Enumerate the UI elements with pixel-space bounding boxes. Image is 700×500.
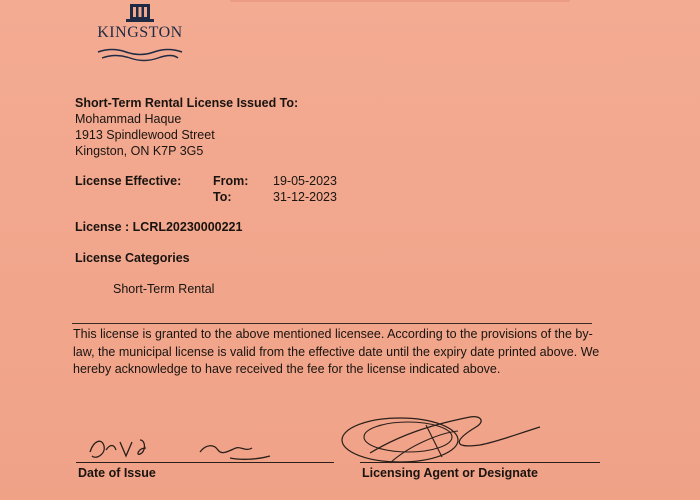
kingston-logo [92, 0, 188, 70]
logo-wordmark: KINGSTON [97, 24, 183, 41]
categories-heading: License Categories [75, 251, 190, 265]
from-label: From: [213, 174, 249, 188]
date-signature-line [76, 462, 334, 463]
issued-to-heading: Short-Term Rental License Issued To: [75, 96, 299, 110]
to-date: 31-12-2023 [273, 190, 337, 204]
licensing-agent-label: Licensing Agent or Designate [362, 466, 538, 480]
top-edge-strip [230, 0, 570, 2]
date-of-issue-label: Date of Issue [78, 466, 156, 480]
licensee-name: Mohammad Haque [75, 112, 182, 126]
license-number: License : LCRL20230000221 [75, 220, 243, 234]
licensee-city: Kingston, ON K7P 3G5 [75, 144, 204, 158]
terms-paragraph: This license is granted to the above mentioned licensee. According to the provisions of the by-law, the municipal license is valid from the effective date until the expiry date printed above. We hereby acknowledge to have received the fee for the license indicated above. [73, 327, 600, 376]
from-date: 19-05-2023 [273, 174, 337, 188]
licensee-street: 1913 Spindlewood Street [75, 128, 215, 142]
license-effective-label: License Effective: [75, 174, 182, 188]
section-divider [72, 323, 592, 324]
agent-signature-line [360, 462, 600, 463]
category-item: Short-Term Rental [113, 282, 215, 296]
issue-date-handwriting [80, 430, 300, 470]
to-label: To: [213, 190, 232, 204]
